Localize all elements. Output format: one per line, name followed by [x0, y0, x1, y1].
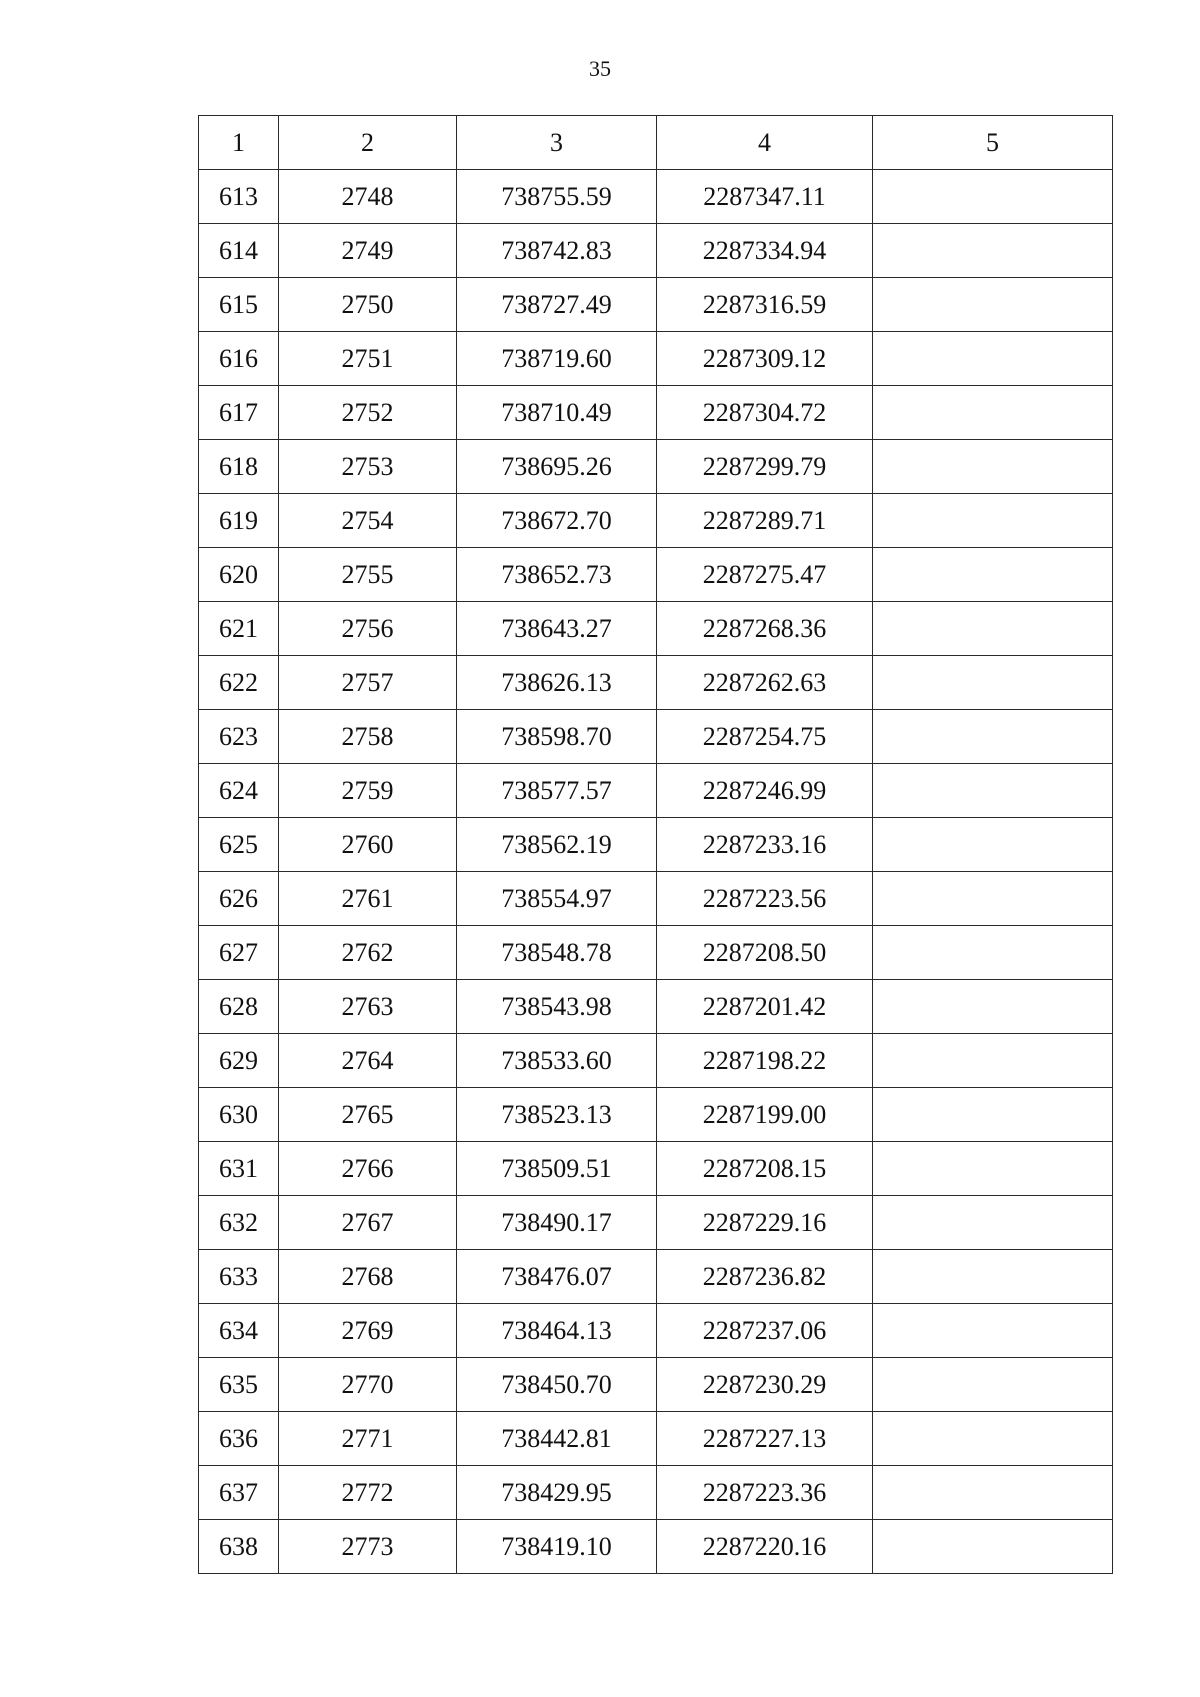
row-number-cell: 617 — [199, 386, 279, 440]
y-coordinate-cell: 2287201.42 — [657, 980, 873, 1034]
point-number-cell: 2771 — [279, 1412, 457, 1466]
row-number-cell: 631 — [199, 1142, 279, 1196]
table-row — [199, 1304, 1113, 1358]
row-number-cell: 618 — [199, 440, 279, 494]
y-coordinate-cell: 2287227.13 — [657, 1412, 873, 1466]
y-coordinate-cell: 2287233.16 — [657, 818, 873, 872]
row-number-cell: 635 — [199, 1358, 279, 1412]
table-row — [199, 656, 1113, 710]
x-coordinate-cell: 738695.26 — [457, 440, 657, 494]
y-coordinate-cell: 2287254.75 — [657, 710, 873, 764]
note-cell — [873, 656, 1113, 710]
table-row — [199, 1034, 1113, 1088]
note-cell — [873, 1142, 1113, 1196]
table-row — [199, 494, 1113, 548]
row-number-cell: 638 — [199, 1520, 279, 1574]
note-cell — [873, 818, 1113, 872]
note-cell — [873, 386, 1113, 440]
y-coordinate-cell: 2287220.16 — [657, 1520, 873, 1574]
row-number-cell: 623 — [199, 710, 279, 764]
point-number-cell: 2749 — [279, 224, 457, 278]
row-number-cell: 630 — [199, 1088, 279, 1142]
x-coordinate-cell: 738643.27 — [457, 602, 657, 656]
note-cell — [873, 764, 1113, 818]
row-number-cell: 616 — [199, 332, 279, 386]
point-number-cell: 2768 — [279, 1250, 457, 1304]
row-number-cell: 614 — [199, 224, 279, 278]
row-number-cell: 625 — [199, 818, 279, 872]
table-row — [199, 1196, 1113, 1250]
note-cell — [873, 440, 1113, 494]
y-coordinate-cell: 2287268.36 — [657, 602, 873, 656]
point-number-cell: 2760 — [279, 818, 457, 872]
table-row — [199, 170, 1113, 224]
table-row — [199, 818, 1113, 872]
note-cell — [873, 494, 1113, 548]
x-coordinate-cell: 738742.83 — [457, 224, 657, 278]
y-coordinate-cell: 2287229.16 — [657, 1196, 873, 1250]
note-cell — [873, 980, 1113, 1034]
row-number-cell: 621 — [199, 602, 279, 656]
note-cell — [873, 548, 1113, 602]
note-cell — [873, 1304, 1113, 1358]
point-number-cell: 2752 — [279, 386, 457, 440]
table-row — [199, 386, 1113, 440]
note-cell — [873, 278, 1113, 332]
x-coordinate-cell: 738719.60 — [457, 332, 657, 386]
table-row — [199, 710, 1113, 764]
column-header-4: 4 — [657, 116, 873, 170]
point-number-cell: 2750 — [279, 278, 457, 332]
header-row — [199, 116, 1113, 170]
y-coordinate-cell: 2287299.79 — [657, 440, 873, 494]
point-number-cell: 2763 — [279, 980, 457, 1034]
row-number-cell: 632 — [199, 1196, 279, 1250]
row-number-cell: 613 — [199, 170, 279, 224]
x-coordinate-cell: 738755.59 — [457, 170, 657, 224]
y-coordinate-cell: 2287309.12 — [657, 332, 873, 386]
x-coordinate-cell: 738577.57 — [457, 764, 657, 818]
x-coordinate-cell: 738652.73 — [457, 548, 657, 602]
y-coordinate-cell: 2287199.00 — [657, 1088, 873, 1142]
y-coordinate-cell: 2287262.63 — [657, 656, 873, 710]
x-coordinate-cell: 738562.19 — [457, 818, 657, 872]
point-number-cell: 2772 — [279, 1466, 457, 1520]
x-coordinate-cell: 738626.13 — [457, 656, 657, 710]
x-coordinate-cell: 738672.70 — [457, 494, 657, 548]
point-number-cell: 2756 — [279, 602, 457, 656]
row-number-cell: 634 — [199, 1304, 279, 1358]
x-coordinate-cell: 738523.13 — [457, 1088, 657, 1142]
table-row — [199, 1412, 1113, 1466]
point-number-cell: 2769 — [279, 1304, 457, 1358]
y-coordinate-cell: 2287198.22 — [657, 1034, 873, 1088]
table-row — [199, 224, 1113, 278]
point-number-cell: 2766 — [279, 1142, 457, 1196]
note-cell — [873, 1088, 1113, 1142]
x-coordinate-cell: 738442.81 — [457, 1412, 657, 1466]
note-cell — [873, 872, 1113, 926]
y-coordinate-cell: 2287316.59 — [657, 278, 873, 332]
point-number-cell: 2751 — [279, 332, 457, 386]
table-row — [199, 548, 1113, 602]
note-cell — [873, 1412, 1113, 1466]
table-row — [199, 440, 1113, 494]
table-row — [199, 1466, 1113, 1520]
note-cell — [873, 926, 1113, 980]
point-number-cell: 2761 — [279, 872, 457, 926]
point-number-cell: 2758 — [279, 710, 457, 764]
coordinates-table — [198, 115, 1113, 1574]
y-coordinate-cell: 2287223.56 — [657, 872, 873, 926]
table-row — [199, 1142, 1113, 1196]
y-coordinate-cell: 2287237.06 — [657, 1304, 873, 1358]
note-cell — [873, 1250, 1113, 1304]
x-coordinate-cell: 738490.17 — [457, 1196, 657, 1250]
row-number-cell: 636 — [199, 1412, 279, 1466]
note-cell — [873, 1466, 1113, 1520]
point-number-cell: 2773 — [279, 1520, 457, 1574]
x-coordinate-cell: 738419.10 — [457, 1520, 657, 1574]
column-header-1: 1 — [199, 116, 279, 170]
point-number-cell: 2765 — [279, 1088, 457, 1142]
point-number-cell: 2770 — [279, 1358, 457, 1412]
note-cell — [873, 602, 1113, 656]
y-coordinate-cell: 2287246.99 — [657, 764, 873, 818]
point-number-cell: 2754 — [279, 494, 457, 548]
table-row — [199, 926, 1113, 980]
note-cell — [873, 1358, 1113, 1412]
row-number-cell: 628 — [199, 980, 279, 1034]
table-row — [199, 1088, 1113, 1142]
x-coordinate-cell: 738554.97 — [457, 872, 657, 926]
y-coordinate-cell: 2287230.29 — [657, 1358, 873, 1412]
point-number-cell: 2753 — [279, 440, 457, 494]
point-number-cell: 2757 — [279, 656, 457, 710]
x-coordinate-cell: 738543.98 — [457, 980, 657, 1034]
note-cell — [873, 1034, 1113, 1088]
point-number-cell: 2764 — [279, 1034, 457, 1088]
table-row — [199, 1250, 1113, 1304]
y-coordinate-cell: 2287289.71 — [657, 494, 873, 548]
point-number-cell: 2762 — [279, 926, 457, 980]
point-number-cell: 2767 — [279, 1196, 457, 1250]
row-number-cell: 629 — [199, 1034, 279, 1088]
y-coordinate-cell: 2287223.36 — [657, 1466, 873, 1520]
x-coordinate-cell: 738509.51 — [457, 1142, 657, 1196]
table-row — [199, 278, 1113, 332]
y-coordinate-cell: 2287208.50 — [657, 926, 873, 980]
row-number-cell: 633 — [199, 1250, 279, 1304]
note-cell — [873, 170, 1113, 224]
row-number-cell: 626 — [199, 872, 279, 926]
table-row — [199, 602, 1113, 656]
table-row — [199, 1358, 1113, 1412]
table-row — [199, 332, 1113, 386]
y-coordinate-cell: 2287236.82 — [657, 1250, 873, 1304]
y-coordinate-cell: 2287334.94 — [657, 224, 873, 278]
note-cell — [873, 224, 1113, 278]
row-number-cell: 627 — [199, 926, 279, 980]
table-body — [199, 170, 1113, 1574]
page-number: 35 — [589, 56, 611, 81]
x-coordinate-cell: 738476.07 — [457, 1250, 657, 1304]
x-coordinate-cell: 738464.13 — [457, 1304, 657, 1358]
row-number-cell: 620 — [199, 548, 279, 602]
table-header — [199, 116, 1113, 170]
column-header-3: 3 — [457, 116, 657, 170]
table-row — [199, 1520, 1113, 1574]
y-coordinate-cell: 2287347.11 — [657, 170, 873, 224]
x-coordinate-cell: 738450.70 — [457, 1358, 657, 1412]
row-number-cell: 619 — [199, 494, 279, 548]
column-header-2: 2 — [279, 116, 457, 170]
x-coordinate-cell: 738727.49 — [457, 278, 657, 332]
x-coordinate-cell: 738548.78 — [457, 926, 657, 980]
table-row — [199, 764, 1113, 818]
row-number-cell: 622 — [199, 656, 279, 710]
table-row — [199, 872, 1113, 926]
y-coordinate-cell: 2287208.15 — [657, 1142, 873, 1196]
y-coordinate-cell: 2287275.47 — [657, 548, 873, 602]
x-coordinate-cell: 738710.49 — [457, 386, 657, 440]
note-cell — [873, 332, 1113, 386]
row-number-cell: 637 — [199, 1466, 279, 1520]
note-cell — [873, 1520, 1113, 1574]
row-number-cell: 615 — [199, 278, 279, 332]
x-coordinate-cell: 738598.70 — [457, 710, 657, 764]
point-number-cell: 2755 — [279, 548, 457, 602]
note-cell — [873, 1196, 1113, 1250]
y-coordinate-cell: 2287304.72 — [657, 386, 873, 440]
x-coordinate-cell: 738533.60 — [457, 1034, 657, 1088]
column-header-5: 5 — [873, 116, 1113, 170]
row-number-cell: 624 — [199, 764, 279, 818]
point-number-cell: 2748 — [279, 170, 457, 224]
table-row — [199, 980, 1113, 1034]
x-coordinate-cell: 738429.95 — [457, 1466, 657, 1520]
note-cell — [873, 710, 1113, 764]
point-number-cell: 2759 — [279, 764, 457, 818]
